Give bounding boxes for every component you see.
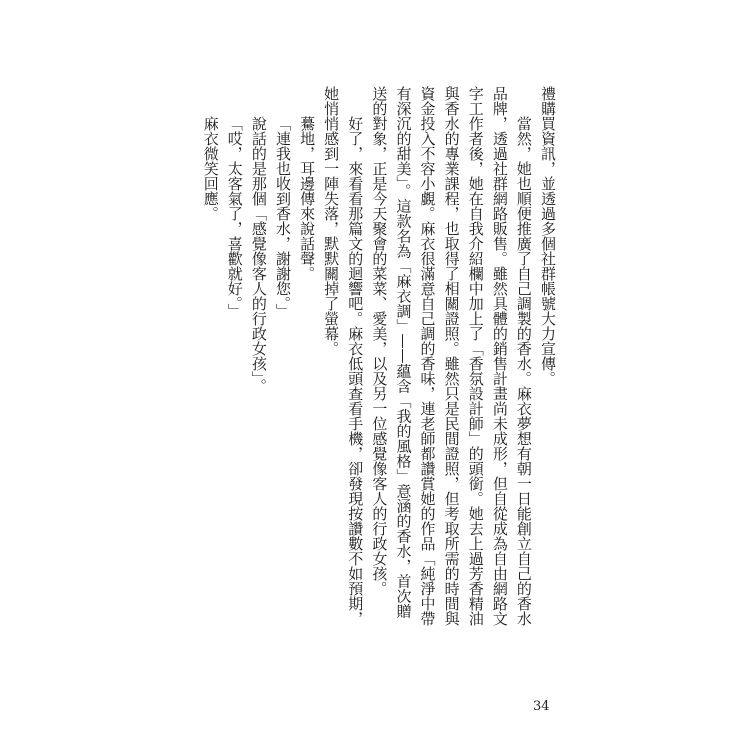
text-column: 資金投入不容小覷。麻衣很滿意自己調的香味，連老師都讚賞她的作品「純淨中帶	[418, 86, 437, 626]
text-column: 驀地，耳邊傳來說話聲。	[298, 116, 317, 281]
page-number: 34	[533, 699, 550, 714]
text-column: 好了，來看看那篇文的迴響吧。麻衣低頭查看手機，卻發現按讚數不如預期，	[346, 116, 365, 626]
text-column: 當然，她也順便推廣了自己調製的香水。麻衣夢想有朝一日能創立自己的香水	[514, 116, 533, 626]
vertical-text-block	[199, 86, 560, 646]
text-column: 有深沉的甜美」。這款名為「麻衣調」——蘊含「我的風格」意涵的香水，首次贈	[394, 86, 413, 619]
text-column: 與香水的專業課程，也取得了相關證照。雖然只是民間證照，但考取所需的時間與	[442, 86, 461, 626]
text-column: 禮購買資訊，並透過多個社群帳號大力宣傳。	[539, 86, 557, 386]
text-column: 「連我也收到香水，謝謝您。」	[273, 116, 292, 319]
text-column: 「哎，太客氣了，喜歡就好。」	[225, 116, 244, 319]
text-column: 字工作者後，她在自我介紹欄中加上了「香氛設計師」的頭銜。她去上過芳香精油	[466, 86, 485, 626]
text-column: 品牌，透過社群網路販售。雖然具體的銷售計畫尚未成形，但自從成為自由網路文	[490, 86, 509, 626]
text-column: 麻衣微笑回應。	[201, 116, 220, 221]
text-column: 說話的是那個「感覺像客人的行政女孩」。	[249, 116, 268, 394]
text-column: 送的對象，正是今天聚會的菜菜、愛美，以及另一位感覺像客人的行政女孩。	[370, 86, 389, 596]
text-column: 她悄悄感到一陣失落，默默關掉了螢幕。	[322, 86, 341, 356]
